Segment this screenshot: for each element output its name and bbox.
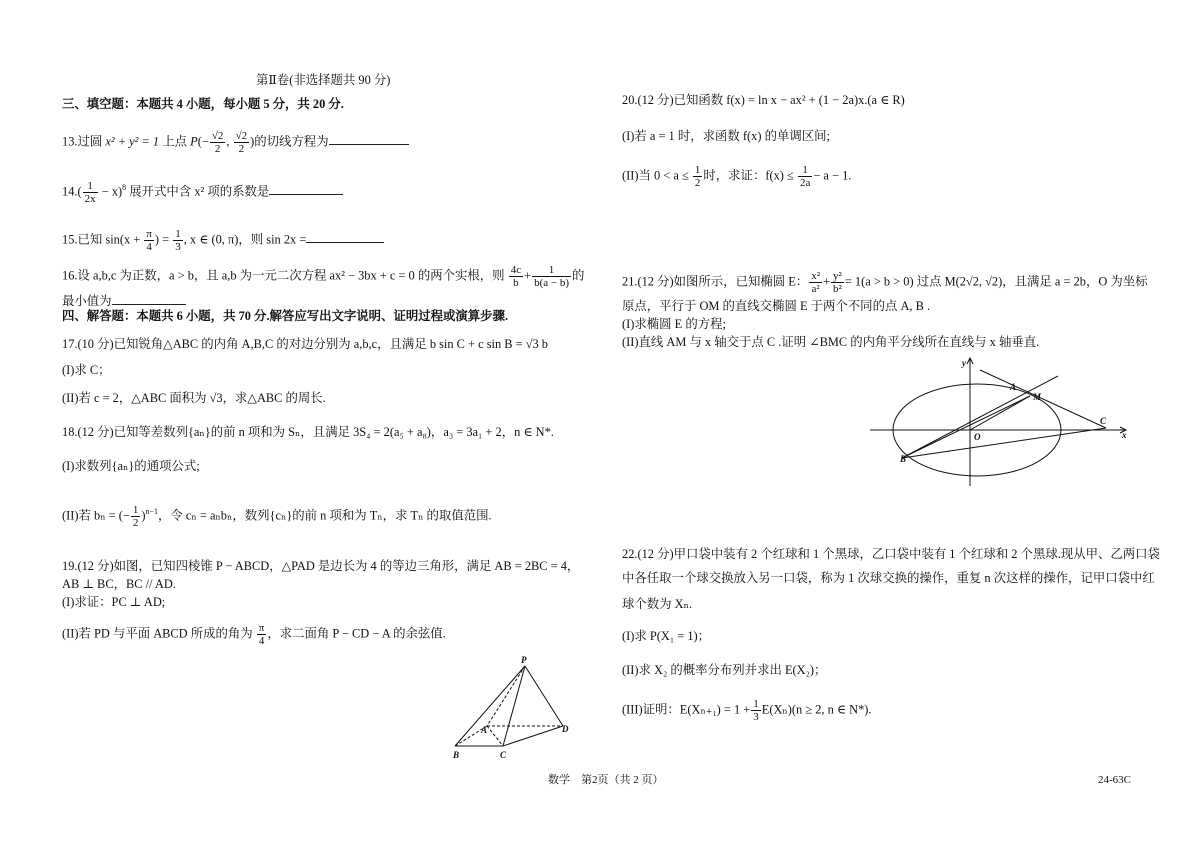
edge-AC [487,726,503,746]
answer-blank[interactable] [269,182,343,195]
label-A: A [481,725,488,735]
label-B: B [453,750,460,760]
exam-code: 24-63C [1098,774,1131,786]
section4-heading: 四、解答题：本题共 6 小题，共 70 分.解答应写出文字说明、证明过程或演算步骤. [62,309,509,323]
question-14: 14.( $\frac{1}{2x}$ − x)$^8$ 展开式中含 x² 项的系数是 [62,180,343,205]
section3-heading: 三、填空题：本题共 4 小题，每小题 5 分，共 20 分. [62,97,344,111]
question-15: 15.已知 sin(x + $\frac{\pi}{4}$ ) = $\frac{1}{3}$ , x ∈ (0, π)，则 sin 2x = [62,228,384,253]
label-M: M [1033,392,1042,402]
question-20-part1: (I)若 a = 1 时，求函数 f(x) 的单调区间; [622,129,830,143]
question-22-part3: (III)证明：E(Xₙ₊₁) = 1 + $\frac{1}{3}$ E(Xₙ)(n ≥ 2, n ∈ N*). [622,698,872,723]
line-AMC [980,370,1106,428]
question-16-line2: 最小值为 [62,292,186,309]
edge-PA [487,666,525,726]
question-13: 13.过圆 x² + y² = 1 上点 P(− $\frac{√2}{2}$ , $\frac{√2}{2}$ )的切线方程为 [62,130,409,155]
question-20-stem: 20.(12 分)已知函数 f(x) = ln x − ax² + (1 − 2a)x.(a ∈ R) [622,93,905,107]
line-OM [970,396,1030,430]
label-y: y [962,358,966,368]
label-x: x [1122,430,1127,440]
question-22-stem2: 中各任取一个球交换放入另一口袋，称为 1 次球交换的操作，重复 n 次这样的操作，记甲口袋中红 [622,571,1155,585]
ellipse-figure [862,352,1140,490]
question-21-stem2: 原点，平行于 OM 的直线交椭圆 E 于两个不同的点 A, B . [622,299,931,313]
label-O: O [974,432,981,442]
question-21-part2: (II)直线 AM 与 x 轴交于点 C .证明 ∠BMC 的内角平分线所在直线与 x 轴垂直. [622,335,1040,349]
question-17-part1: (I)求 C； [62,363,111,377]
question-16: 16.设 a,b,c 为正数，a > b，且 a,b 为一元二次方程 ax² − 3bx + c = 0 的两个实根，则 $\frac{4c}{b}$ + $\frac{1}{b(a - b)}$ 的 [62,264,585,289]
question-17-part2: (II)若 c = 2，△ABC 面积为 √3，求△ABC 的周长. [62,391,326,405]
answer-blank[interactable] [306,230,384,243]
question-19-stem2: AB ⊥ BC，BC // AD. [62,577,176,591]
label-D: D [562,724,569,734]
question-20-part2: (II)当 0 < a ≤ $\frac{1}{2}$ 时，求证：f(x) ≤ $\frac{1}{2a}$ − a − 1. [622,164,852,189]
edge-CD [503,726,563,746]
edge-PD [525,666,563,726]
question-17-stem: 17.(10 分)已知锐角△ABC 的内角 A,B,C 的对边分别为 a,b,c，且满足 b sin C + c sin B = √3 b [62,337,549,351]
question-22-part2: (II)求 X₂ 的概率分布列并求出 E(X₂)； [622,663,827,677]
question-18-part1: (I)求数列{aₙ}的通项公式; [62,459,200,473]
question-18-stem: 18.(12 分)已知等差数列{aₙ}的前 n 项和为 Sₙ，且满足 3S₄ = 2(a₅ + a₈)，a₃ = 3a₁ + 2，n ∈ N*. [62,425,554,439]
question-22-part1: (I)求 P(X₁ = 1)； [622,629,711,643]
question-19-part2: (II)若 PD 与平面 ABCD 所成的角为 $\frac{\pi}{4}$ ，求二面角 P − CD − A 的余弦值. [62,622,446,647]
answer-blank[interactable] [112,292,186,305]
label-P: P [521,655,527,665]
question-21-stem1: 21.(12 分)如图所示，已知椭圆 E： $\frac{\text{x²}}{\text{a²}}$ + $\frac{\text{y²}}{\text{b²}}$ = 1(a > b > 0) 过点 M(2√2, √2)，且满足 a = 2b，O 为坐标 [622,270,1148,295]
question-22-stem1: 22.(12 分)甲口袋中装有 2 个红球和 1 个黑球，乙口袋中装有 1 个红球和 2 个黑球.现从甲、乙两口袋 [622,547,1160,561]
section-title: 第Ⅱ卷(非选择题共 90 分) [256,73,391,87]
label-C: C [1100,416,1107,426]
question-19-part1: (I)求证：PC ⊥ AD; [62,595,166,609]
label-A: A [1010,382,1017,392]
answer-blank[interactable] [329,132,409,145]
pyramid-figure [445,652,580,762]
label-B: B [900,454,907,464]
question-22-stem3: 球个数为 Xₙ. [622,597,693,611]
question-19-stem1: 19.(12 分)如图，已知四棱锥 P − ABCD，△PAD 是边长为 4 的等边三角形，满足 AB = 2BC = 4， [62,559,580,573]
page-number: 数学 第2页（共 2 页） [548,774,664,786]
question-18-part2: (II)若 bₙ = (− $\frac{1}{2}$ )$^{n-1}$，令 cₙ = aₙbₙ，数列{cₙ}的前 n 项和为 Tₙ，求 Tₙ 的取值范围. [62,504,492,529]
label-C: C [500,750,507,760]
question-21-part1: (I)求椭圆 E 的方程; [622,317,726,331]
line-AB [902,376,1058,458]
